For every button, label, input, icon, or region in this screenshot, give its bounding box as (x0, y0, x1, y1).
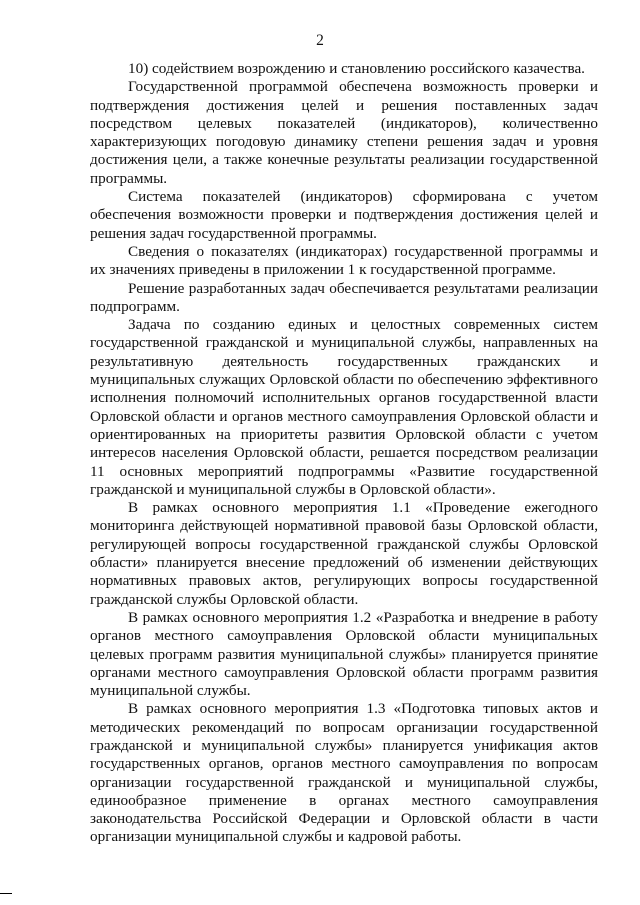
paragraph: Система показателей (индикаторов) сформирована с учетом обеспечения возможности проверки и подтверждения достижения целей и решения задач государственной программы. (90, 188, 598, 242)
paragraph: Государственной программой обеспечена возможность проверки и подтверждения достижения целей и решения поставленных задач посредством целевых показателей (индикаторов), количественно характеризующих погодовую динамику степени решения задач и уровня достижения цели, а также конечные результаты реализации государственной программы. (90, 78, 598, 187)
paragraph: В рамках основного мероприятия 1.1 «Проведение ежегодного мониторинга действующей нормативной правовой базы Орловской области, регулирующей вопросы государственной гражданской службы Орловской области» планируется внесение предложений об изменении действующих нормативных правовых актов, регулирующих вопросы государственной гражданской службы Орловской области. (90, 499, 598, 608)
paragraph: Задача по созданию единых и целостных современных систем государственной гражданской и муниципальной службы, направленных на результативную деятельность государственных гражданских и муниципальных служащих Орловской области по обеспечению эффективного исполнения полномочий исполнительных органов государственной власти Орловской области и органов местного самоуправления Орловской области и ориентированных на приоритеты развития Орловской области с учетом интересов населения Орловской области, решается посредством реализации 11 основных мероприятий подпрограммы «Развитие государственной гражданской и муниципальной службы в Орловской области». (90, 316, 598, 498)
page-number: 2 (316, 32, 324, 49)
paragraph: 10) содействием возрождению и становлению российского казачества. (128, 60, 585, 77)
paragraph: В рамках основного мероприятия 1.2 «Разработка и внедрение в работу органов местного самоуправления Орловской области муниципальных целевых программ развития муниципальной службы» планируется принятие органами местного самоуправления Орловской области программ развития муниципальной службы. (90, 608, 598, 700)
margin-mark (0, 893, 12, 894)
paragraph: Сведения о показателях (индикаторах) государственной программы и их значениях приведены в приложении 1 к государственной программе. (90, 242, 598, 279)
paragraph: В рамках основного мероприятия 1.3 «Подготовка типовых актов и методических рекомендаций по вопросам организации государственной гражданской и муниципальной службы» планируется унификация актов государственных органов, органов местного самоуправления по вопросам организации государственной гражданской и муниципальной службы, единообразное применение в органах местного самоуправления законодательства Российской Федерации и Орловской области в части организации муниципальной службы и кадровой работы. (90, 700, 598, 846)
document-body (90, 60, 598, 847)
paragraph: Решение разработанных задач обеспечивается результатами реализации подпрограмм. (90, 279, 598, 315)
